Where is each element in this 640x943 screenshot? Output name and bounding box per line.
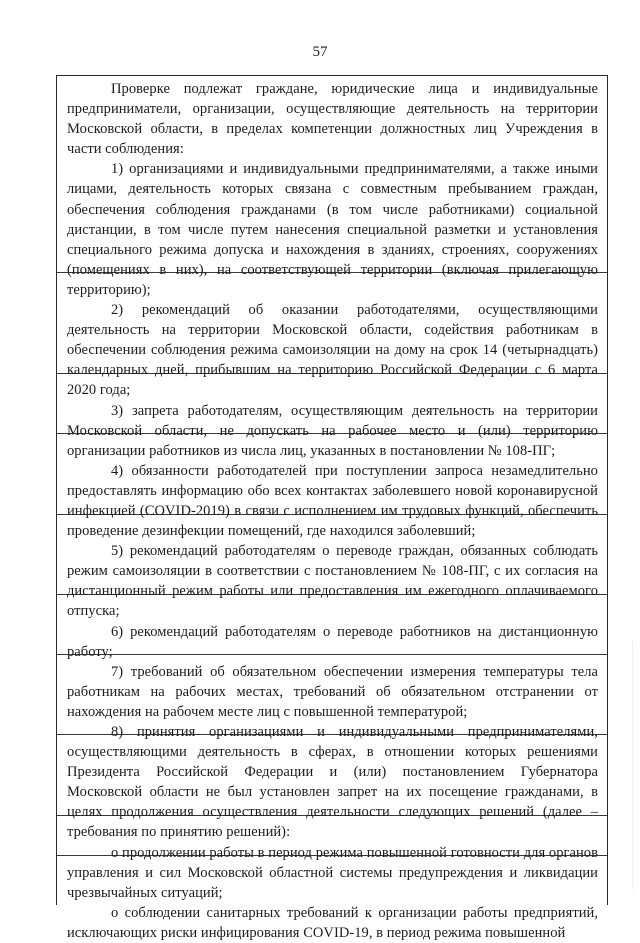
- paragraph-item-8: 8) принятия организациями и индивидуальными предпринимателями, осуществляющими деятельность в сферах, в отношении которых решениями Президента Российской Федерации и (или) постановлением Губернатора Московской области не был установлен запрет на их посещение гражданами, в целях продолжения осуществления деятельности следующих решений (далее – требования по принятию решений):: [67, 724, 598, 841]
- page-number: 57: [312, 44, 328, 60]
- paragraph-item-3: 3) запрета работодателям, осуществляющим деятельность на территории Московской области, не допускать на рабочее место и (или) территорию организации работников из числа лиц, указанных в постановлении № 108-ПГ;: [67, 402, 598, 459]
- paragraph-item-7: 7) требований об обязательном обеспечении измерения температуры тела работникам на рабочих местах, требований об обязательном отстранении от нахождения на рабочем месте лиц с повышенной температурой;: [67, 663, 598, 720]
- scan-edge-mark: [632, 640, 639, 890]
- paragraph-item-2: 2) рекомендаций об оказании работодателями, осуществляющими деятельность на территории Московской области, содействия работникам в обеспечении соблюдения режима самоизоляции на дому на срок 14 (четырнадцать) календарных дней, прибывшим на территорию Российской Федерации с 6 марта 2020 года;: [67, 302, 598, 399]
- paragraph-subitem-2: о соблюдении санитарных требований к организации работы предприятий, исключающих риски инфицирования COVID-19, в период режима повышенной: [67, 904, 598, 941]
- paragraph-item-1: 1) организациями и индивидуальными предпринимателями, а также иными лицами, деятельность которых связана с совместным пребыванием граждан, обеспечения соблюдения гражданами (в том числе работниками) социальной дистанции, в том числе путем нанесения специальной разметки и установления специального режима допуска и нахождения в зданиях, строениях, сооружениях (помещениях в них), на соответствующей территории (включая прилегающую территорию);: [67, 161, 598, 298]
- paragraph-item-4: 4) обязанности работодателей при поступлении запроса незамедлительно предоставлять информацию обо всех контактах заболевшего новой коронавирусной инфекцией (COVID-2019) в связи с исполнением им трудовых функций, обеспечить проведение дезинфекции помещений, где находился заболевший;: [67, 462, 598, 540]
- document-body: [67, 79, 598, 943]
- paragraph-subitem-1: о продолжении работы в период режима повышенной готовности для органов управления и сил Московской областной системы предупреждения и ликвидации чрезвычайных ситуаций;: [67, 844, 598, 901]
- paragraph-intro: Проверке подлежат граждане, юридические лица и индивидуальные предприниматели, организации, осуществляющие деятельность на территории Московской области, в пределах компетенции должностных лиц Учреждения в части соблюдения:: [67, 81, 598, 158]
- paragraph-item-5: 5) рекомендаций работодателям о переводе граждан, обязанных соблюдать режим самоизоляции в соответствии с постановлением № 108-ПГ, с их согласия на дистанционный режим работы или предоставления им ежегодного оплачиваемого отпуска;: [67, 543, 598, 620]
- paragraph-item-6: 6) рекомендаций работодателям о переводе работников на дистанционную работу;: [67, 623, 598, 660]
